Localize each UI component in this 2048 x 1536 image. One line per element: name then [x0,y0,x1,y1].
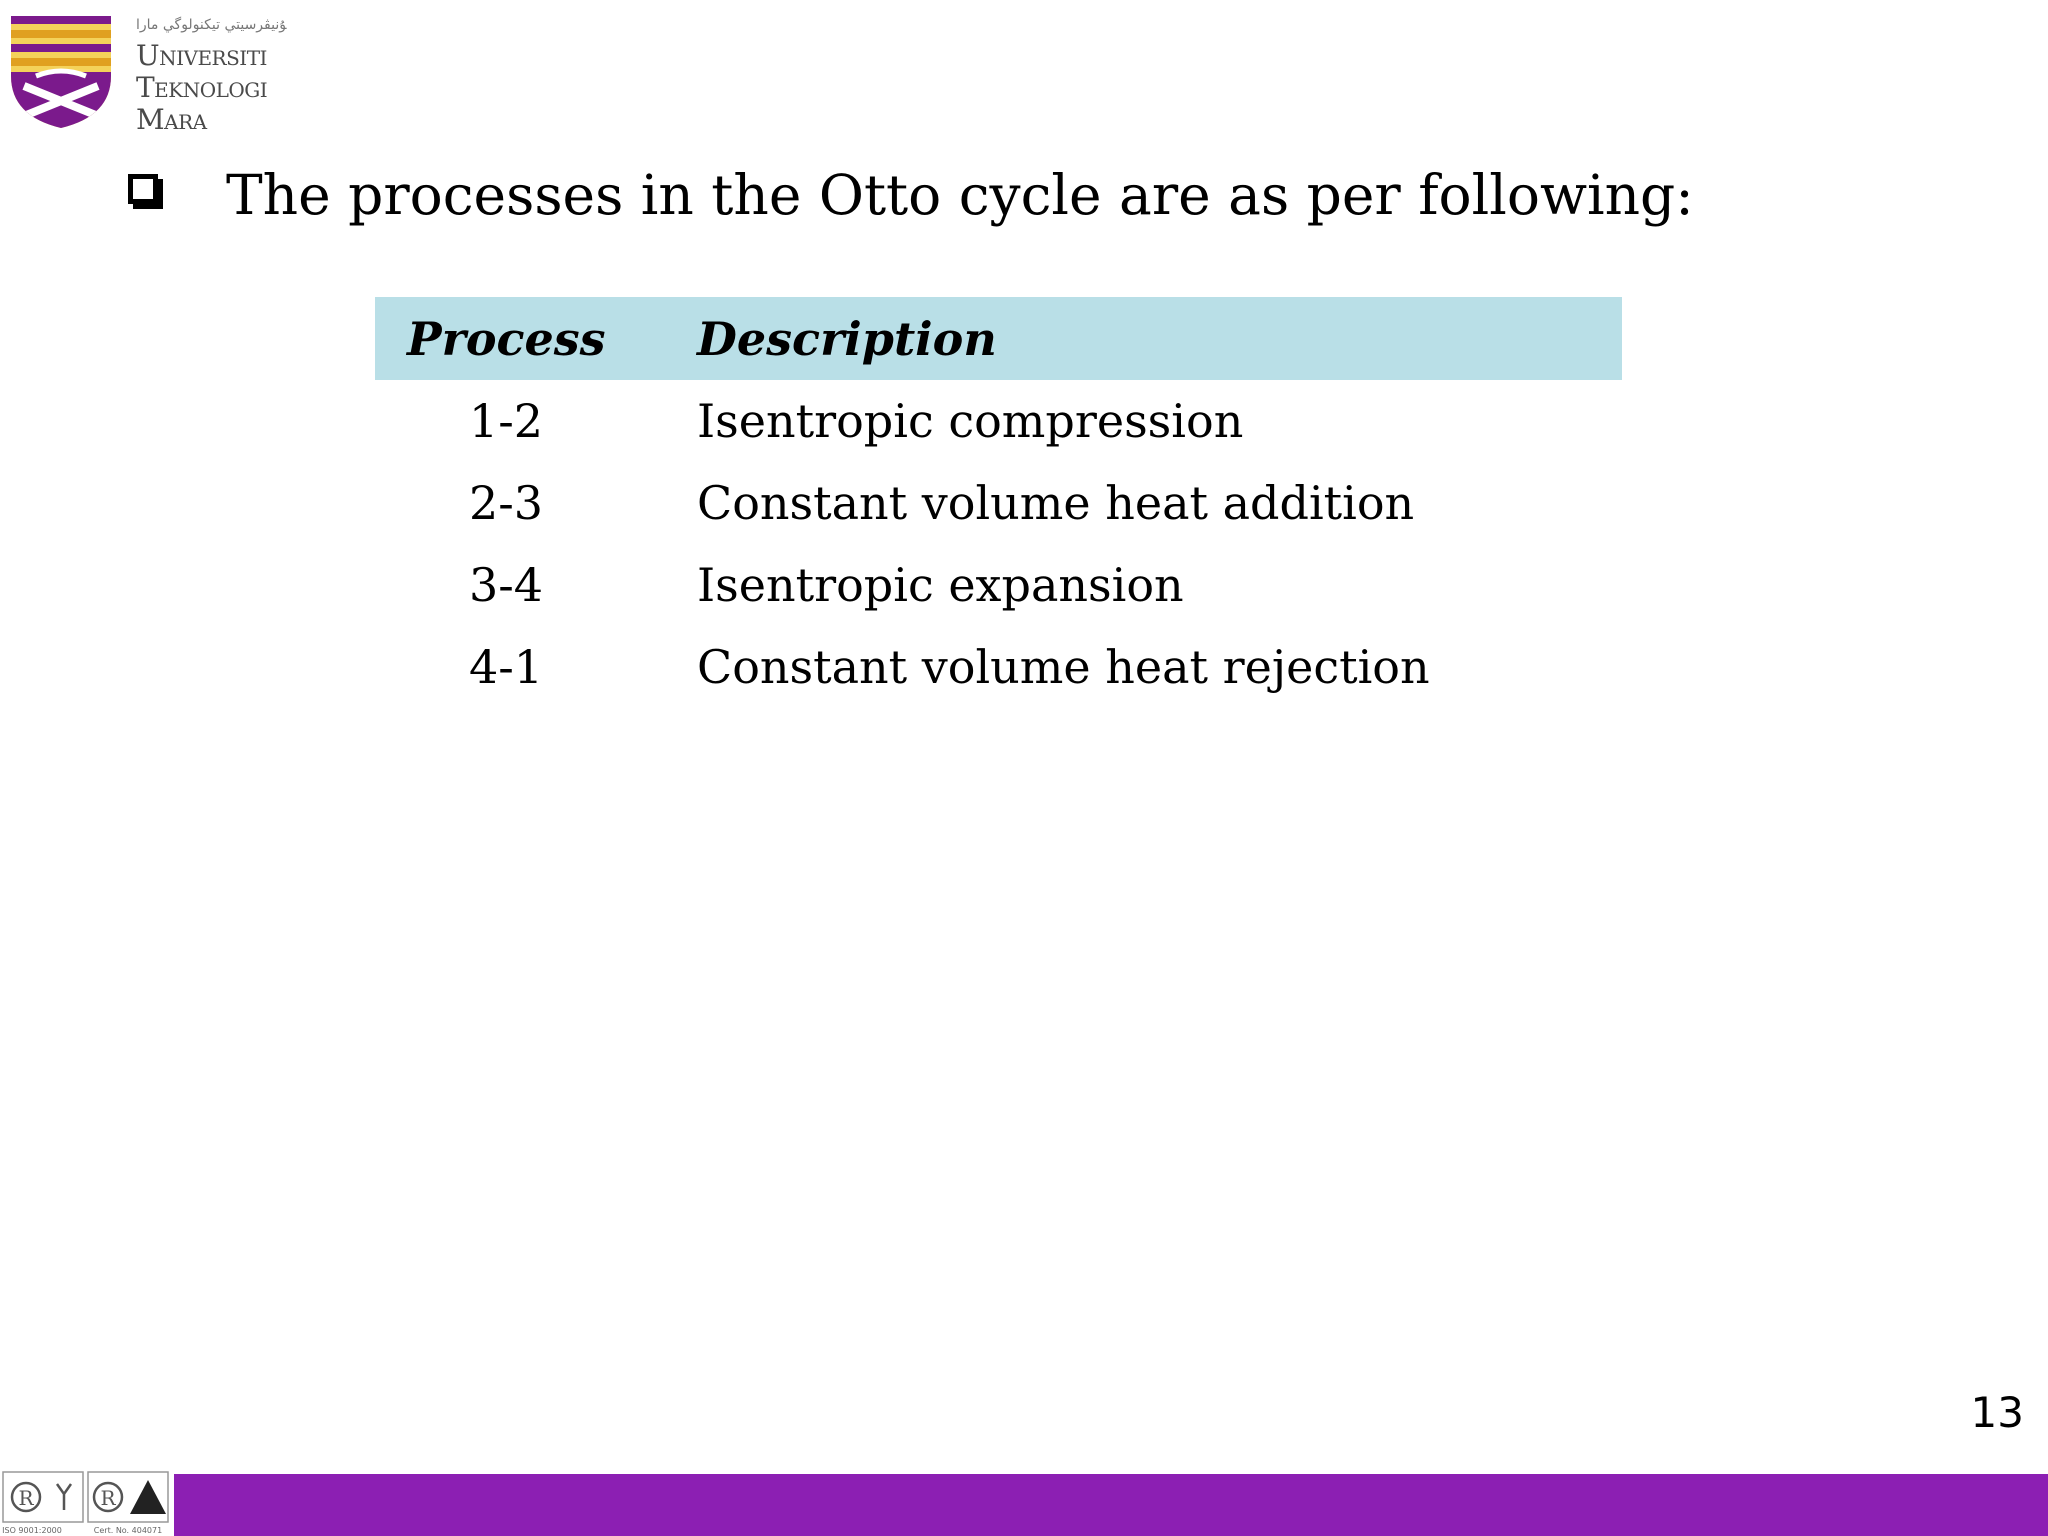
uitm-emblem-icon [6,6,116,130]
bullet-point [126,160,1926,240]
description-cell: Isentropic expansion [697,558,1184,612]
page-number: 13 [1970,1388,2024,1437]
logo-wordmark [136,10,326,136]
bullet-text: The processes in the Otto cycle are as per following: [226,163,1694,227]
table-row [375,544,1622,626]
process-cell: 4-1 [469,640,544,694]
table-header-row [375,297,1622,380]
cert-caption-right: Cert. No. 404071 [93,1526,163,1535]
description-cell: Constant volume heat addition [697,476,1415,530]
process-cell: 3-4 [469,558,544,612]
otto-process-table [375,297,1622,708]
logo-line-teknologi: Teknologi [136,71,268,104]
logo-jawi-text: ﯘﻧﯿﭭﺮﺳﯿﺘﻲ ﺗﻴﻜﻨﻮﻟﻮﮔﻲ ﻣﺎرا [136,17,287,33]
cert-caption-left: ISO 9001:2000 [2,1526,62,1535]
process-cell: 1-2 [469,394,544,448]
table-row [375,462,1622,544]
checkbox-bullet-icon [128,174,158,204]
description-cell: Isentropic compression [697,394,1244,448]
header-process: Process [375,297,697,380]
logo-line-mara: Mara [136,103,207,136]
svg-text:R: R [100,1486,116,1510]
university-logo [6,6,326,134]
table-row [375,626,1622,708]
footer-bar [174,1474,2048,1536]
certification-marks [2,1470,170,1536]
description-cell: Constant volume heat rejection [697,640,1430,694]
header-description: Description [697,297,1622,380]
svg-text:R: R [18,1486,34,1510]
logo-line-universiti: Universiti [136,39,267,72]
table-row [375,380,1622,462]
process-cell: 2-3 [469,476,544,530]
